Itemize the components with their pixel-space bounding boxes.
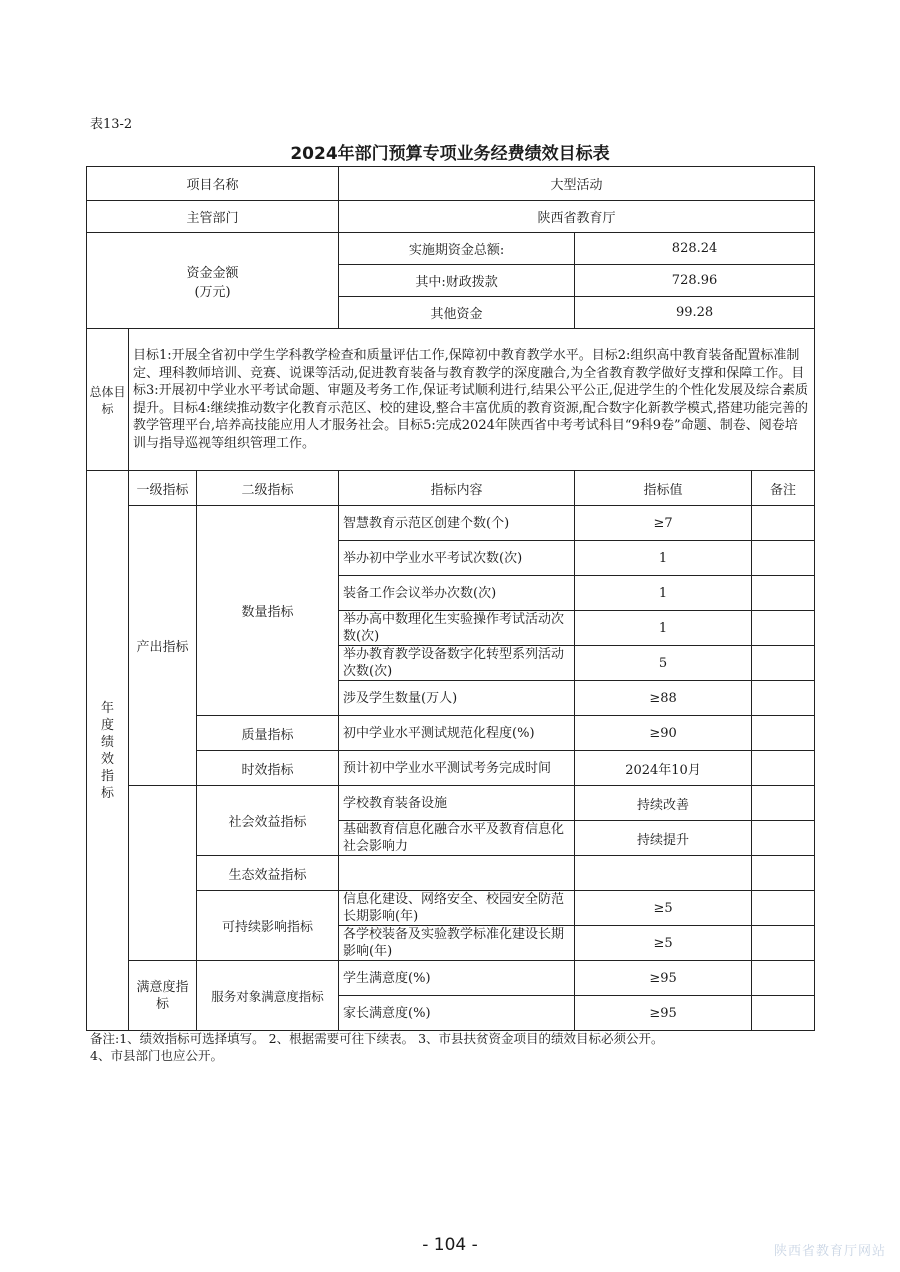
watermark: 陕西省教育厅网站 (773, 1244, 886, 1259)
funds-label-line1: 资金金额 (186, 265, 239, 281)
performance-target-table (86, 166, 815, 1031)
level2-sustainable: 可持续影响指标 (197, 891, 339, 961)
page-title: 2024年部门预算专项业务经费绩效目标表 (290, 144, 610, 164)
funds-other-label: 其他资金 (339, 297, 575, 329)
indicator-content: 基础教育信息化融合水平及教育信息化社会影响力 (339, 821, 575, 856)
indicator-remark (752, 926, 815, 961)
indicator-remark (752, 716, 815, 751)
indicator-content: 举办教育教学设备数字化转型系列活动次数(次) (339, 646, 575, 681)
indicator-remark (752, 961, 815, 996)
indicator-remark (752, 576, 815, 611)
indicator-content: 学校教育装备设施 (339, 786, 575, 821)
indicator-content: 举办初中学业水平考试次数(次) (339, 541, 575, 576)
indicator-content: 信息化建设、网络安全、校园安全防范长期影响(年) (339, 891, 575, 926)
level2-quality: 质量指标 (197, 716, 339, 751)
indicator-value: 1 (575, 541, 752, 576)
indicator-value: ≥90 (575, 716, 752, 751)
indicator-value: 持续改善 (575, 786, 752, 821)
header-value: 指标值 (575, 471, 752, 506)
funds-label (87, 233, 339, 329)
indicator-content: 初中学业水平测试规范化程度(%) (339, 716, 575, 751)
indicator-remark (752, 996, 815, 1031)
level2-timeliness: 时效指标 (197, 751, 339, 786)
project-name-value: 大型活动 (339, 167, 815, 201)
level1-satisfaction: 满意度指标 (129, 961, 197, 1031)
indicator-value: 5 (575, 646, 752, 681)
indicator-content: 各学校装备及实验教学标准化建设长期影响(年) (339, 926, 575, 961)
indicator-content: 智慧教育示范区创建个数(个) (339, 506, 575, 541)
level1-benefit (129, 786, 197, 961)
department-value: 陕西省教育厅 (339, 201, 815, 233)
indicator-value: ≥7 (575, 506, 752, 541)
annual-label-line1: 年 度 (100, 700, 128, 733)
indicator-value: ≥95 (575, 996, 752, 1031)
overall-goal-label: 总体目标 (87, 329, 129, 471)
indicator-content (339, 856, 575, 891)
header-content: 指标内容 (339, 471, 575, 506)
funds-other-value: 99.28 (575, 297, 815, 329)
indicator-content: 学生满意度(%) (339, 961, 575, 996)
page-number: - 104 - (422, 1235, 478, 1255)
indicator-content: 举办高中数理化生实验操作考试活动次数(次) (339, 611, 575, 646)
indicator-value: ≥88 (575, 681, 752, 716)
annual-indicators-label (87, 471, 129, 1031)
footnotes (90, 1030, 810, 1064)
indicator-remark (752, 891, 815, 926)
header-level1: 一级指标 (129, 471, 197, 506)
footnote-line2: 4、市县部门也应公开。 (90, 1048, 223, 1063)
funds-fiscal-label: 其中:财政拨款 (339, 265, 575, 297)
indicator-remark (752, 681, 815, 716)
indicator-remark (752, 611, 815, 646)
table-number: 表13-2 (90, 117, 133, 132)
indicator-remark (752, 541, 815, 576)
funds-total-label: 实施期资金总额: (339, 233, 575, 265)
level2-social: 社会效益指标 (197, 786, 339, 856)
indicator-remark (752, 821, 815, 856)
level2-service: 服务对象满意度指标 (197, 961, 339, 1031)
level1-output: 产出指标 (129, 506, 197, 786)
funds-total-value: 828.24 (575, 233, 815, 265)
indicator-content: 预计初中学业水平测试考务完成时间 (339, 751, 575, 786)
level2-ecological: 生态效益指标 (197, 856, 339, 891)
indicator-remark (752, 856, 815, 891)
department-label: 主管部门 (87, 201, 339, 233)
indicator-remark (752, 786, 815, 821)
indicator-value: 1 (575, 576, 752, 611)
annual-label-line2: 绩 效 (100, 734, 128, 767)
funds-label-line2: (万元) (194, 284, 231, 300)
indicator-content: 家长满意度(%) (339, 996, 575, 1031)
overall-goal-text: 目标1:开展全省初中学生学科教学检查和质量评估工作,保障初中教育教学水平。目标2:组织高中教育装备配置标准制定、理科教师培训、竞赛、说课等活动,促进教育装备与教育教学的深度融合,为全省教育教学做好支撑和保障工作。目标3:开展初中学业水平考试命题、审题及考务工作,保证考试顺利进行,结果公平公正,促进学生的个性化发展及综合素质提升。目标4:继续推动数字化教育示范区、校的建设,整合丰富优质的教育资源,配合数字化新教学模式,搭建功能完善的教学管理平台,培养高技能应用人才服务社会。目标5:完成2024年陕西省中考考试科目“9科9卷”命题、制卷、阅卷培训与指导巡视等组织管理工作。 (129, 329, 815, 471)
indicator-value: ≥5 (575, 891, 752, 926)
indicator-value: 1 (575, 611, 752, 646)
annual-label-line3: 指 标 (100, 768, 128, 801)
level2-quantity: 数量指标 (197, 506, 339, 716)
footnote-line1: 备注:1、绩效指标可选择填写。 2、根据需要可往下续表。 3、市县扶贫资金项目的绩效目标必须公开。 (90, 1031, 664, 1046)
indicator-remark (752, 646, 815, 681)
indicator-value: ≥5 (575, 926, 752, 961)
header-level2: 二级指标 (197, 471, 339, 506)
indicator-remark (752, 751, 815, 786)
funds-fiscal-value: 728.96 (575, 265, 815, 297)
project-name-label: 项目名称 (87, 167, 339, 201)
indicator-remark (752, 506, 815, 541)
indicator-value: ≥95 (575, 961, 752, 996)
header-remark: 备注 (752, 471, 815, 506)
indicator-content: 装备工作会议举办次数(次) (339, 576, 575, 611)
indicator-value: 持续提升 (575, 821, 752, 856)
indicator-content: 涉及学生数量(万人) (339, 681, 575, 716)
indicator-value (575, 856, 752, 891)
indicator-value: 2024年10月 (575, 751, 752, 786)
